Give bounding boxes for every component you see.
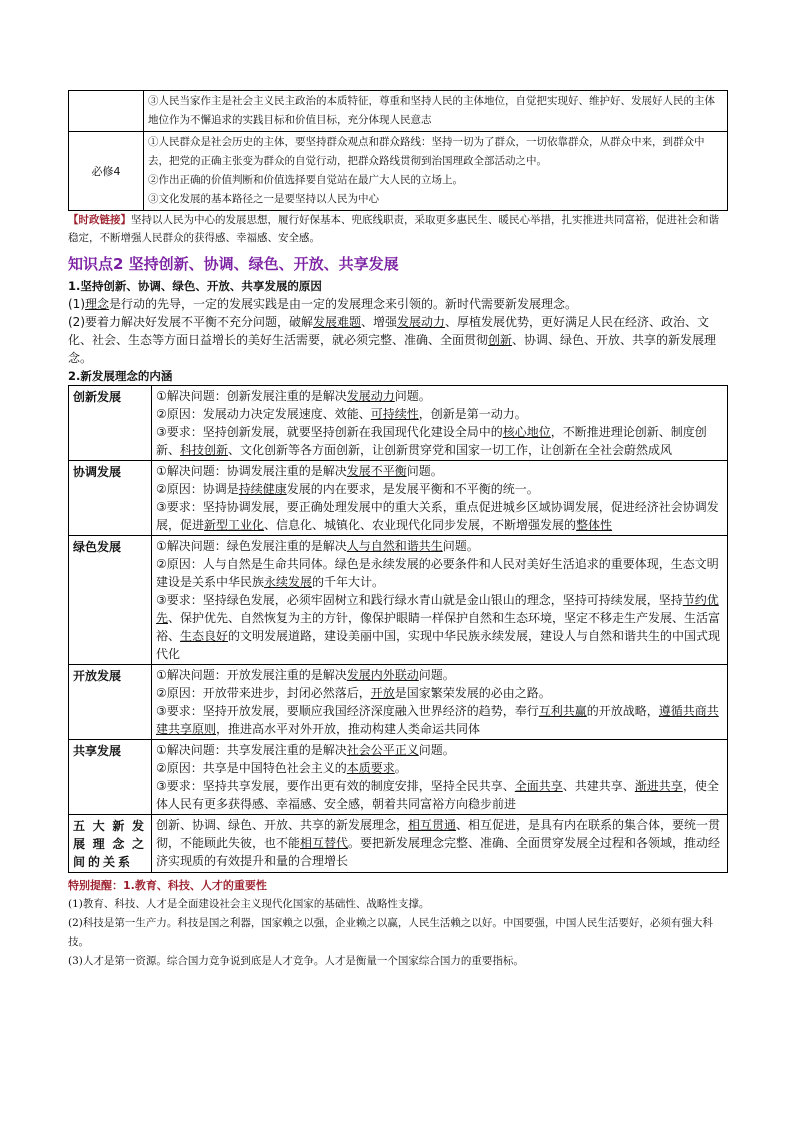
row-text: ③人民当家作主是社会主义民主政治的本质特征，尊重和坚持人民的主体地位，自觉把实现好、维护好、发展好人民的主体地位作为不懈追求的实践目标和价值目标，充分体现人民意志 <box>148 95 715 126</box>
concept-content <box>152 815 728 873</box>
text: 、保护优先、自然恢复为主的方针，像保护眼睛一样保护自然和生态环境，坚定不移走生产发展、生活富裕、 <box>156 611 721 643</box>
text: ①解决问题：共享发展注重的是解决 <box>156 743 347 757</box>
row-line: ②作出正确的价值判断和价值选择要自觉站在最广大人民的立场上。 <box>148 174 463 186</box>
underlined-term: 科技创新 <box>180 443 229 457</box>
text: ①解决问题：协调发展注重的是解决 <box>156 464 347 478</box>
shizheng-tag: 【时政链接】 <box>68 214 131 226</box>
underlined-term: 相互替代 <box>300 836 349 850</box>
text: 、共建共享、 <box>562 779 635 793</box>
underlined-term: 遵循共商共建共享原则 <box>156 704 719 736</box>
underlined-term: 本质要求 <box>346 761 395 775</box>
underlined-term: 社会公平正义 <box>346 743 419 757</box>
text: 问题。 <box>406 464 443 478</box>
text: ①解决问题：创新发展注重的是解决 <box>156 389 347 403</box>
underlined-term: 发展不平衡 <box>346 464 407 478</box>
text: 、相互促进，是具有内在联系的集合体，要统一贯彻，不能顾此失彼，也不能 <box>156 818 721 850</box>
text: 问题。 <box>418 668 455 682</box>
text: 是国家繁荣发展的必由之路。 <box>394 686 551 700</box>
table-row <box>69 386 728 461</box>
text: 发展的内在要求，是发展平衡和不平衡的统一。 <box>286 482 539 496</box>
concept-line <box>156 666 723 684</box>
text: ③要求：坚持创新发展，就要坚持创新在我国现代化建设全局中的 <box>156 425 503 439</box>
tip-paragraph: (1)教育、科技、人才是全面建设社会主义现代化国家的基础性、战略性支撑。 <box>68 898 430 910</box>
text: 的千年大计。 <box>312 575 385 589</box>
row-line: ①人民群众是社会历史的主体，要坚持群众观点和群众路线：坚持一切为了群众，一切依靠群众，从群众中来，到群众中去，把党的正确主张变为群众的自觉行动，把群众路线贯彻到治国理政全部活动之中。 <box>148 136 705 167</box>
concept-line <box>156 555 723 591</box>
underlined-term: 发展内外联动 <box>346 668 419 682</box>
text: 创新、协调、绿色、开放、共享的新发展理念， <box>156 818 409 832</box>
text: ②原因：协调是 <box>156 482 239 496</box>
underlined-term: 发展动力 <box>346 389 395 403</box>
text: 问题。 <box>442 539 479 553</box>
shizheng-link <box>68 211 728 247</box>
text: ①解决问题：开放发展注重的是解决 <box>156 668 347 682</box>
text: ②原因：共享是中国特色社会主义的 <box>156 761 347 775</box>
table-row <box>69 536 728 665</box>
shizheng-text: 坚持以人民为中心的发展思想，履行好保基本、兜底线职责，采取更多惠民生、暖民心举措，扎实推进共同富裕，促进社会和谐稳定，不断增强人民群众的获得感、幸福感、安全感。 <box>68 214 719 244</box>
underlined-term: 互利共赢 <box>538 704 587 718</box>
paragraph <box>68 295 728 313</box>
text: 。要把新发展理念完整、准确、全面贯穿发展全过程和各领域，推动经济实现质的有效提升和量的合理增长 <box>156 836 721 868</box>
text: ，推进高水平对外开放，推动构建人类命运共同体 <box>216 722 481 736</box>
concept-content <box>152 740 728 815</box>
concept-content <box>152 386 728 461</box>
underlined-term: 生态良好 <box>180 629 229 643</box>
concept-line <box>156 462 723 480</box>
text: 问题。 <box>418 743 455 757</box>
concept-label: 开放发展 <box>69 665 152 740</box>
text: (2)要着力解决好发展不平衡不充分问题，破解 <box>68 315 313 329</box>
concept-line <box>156 480 723 498</box>
text: ③要求：坚持绿色发展，必须牢固树立和践行绿水青山就是金山银山的理念，坚持可持续发展，坚持 <box>156 593 683 607</box>
text: 、协调、绿色、开放、共享的新发展理念。 <box>68 333 717 365</box>
underlined-term: 新型工业化 <box>204 518 265 532</box>
page <box>68 90 728 971</box>
concept-content <box>152 461 728 536</box>
text: 问题。 <box>394 389 431 403</box>
text: ②原因：人与自然是生命共同体。绿色是永续发展的必要条件和人民对美好生活追求的重要体现，生态文明建设是关系中华民族 <box>156 557 719 589</box>
text: ②原因：开放带来进步，封闭必然落后， <box>156 686 371 700</box>
concept-line <box>156 759 723 777</box>
concept-label: 协调发展 <box>69 461 152 536</box>
table-row <box>69 132 728 211</box>
text: 。 <box>394 761 407 775</box>
text: ③要求：坚持协调发展，要正确处理发展中的重大关系，重点促进城乡区域协调发展，促进经济社会协调发展，促进 <box>156 500 719 532</box>
underlined-term: 渐进共享 <box>634 779 683 793</box>
concept-content <box>152 536 728 665</box>
concept-label: 创新发展 <box>69 386 152 461</box>
text: 的文明发展道路，建设美丽中国，实现中华民族永续发展，建设人与自然和谐共生的中国式现代化 <box>156 629 721 661</box>
concept-line <box>156 741 723 759</box>
concepts-table <box>68 385 728 873</box>
concept-line <box>156 684 723 702</box>
text: ，使全体人民有更多获得感、幸福感、安全感，朝着共同富裕方向稳步前进 <box>156 779 719 811</box>
special-tip-title: 特别提醒：1.教育、科技、人才的重要性 <box>68 879 267 892</box>
underlined-term: 理念 <box>85 297 110 311</box>
underlined-term: 发展难题 <box>313 315 362 329</box>
concept-label: 五大新发展理念之间的关系 <box>69 815 152 873</box>
table-row <box>69 665 728 740</box>
knowledge-point-title: 知识点2 坚持创新、协调、绿色、开放、共享发展 <box>68 255 399 273</box>
underlined-term: 可持续性 <box>370 407 419 421</box>
text: ③要求：坚持开放发展，要顺应我国经济深度融入世界经济的趋势，奉行 <box>156 704 539 718</box>
concept-line <box>156 405 723 423</box>
underlined-term: 节约优先 <box>156 593 719 625</box>
underlined-term: 创新 <box>488 333 513 347</box>
text: ，创新是第一动力。 <box>418 407 527 421</box>
text: ，不断推进理论创新、制度创新、 <box>156 425 707 457</box>
section-heading: 1.坚持创新、协调、绿色、开放、共享发展的原因 <box>68 279 322 293</box>
text: 的开放战略， <box>586 704 659 718</box>
table-row <box>69 815 728 873</box>
text: 是行动的先导，一定的发展实践是由一定的发展理念来引领的。新时代需要新发展理念。 <box>109 297 578 311</box>
row-label <box>69 91 144 132</box>
underlined-term: 发展动力 <box>397 315 446 329</box>
text: 、增强 <box>361 315 398 329</box>
concept-label: 共享发展 <box>69 740 152 815</box>
text: ②原因：发展动力决定发展速度、效能、 <box>156 407 371 421</box>
concept-line <box>156 591 723 663</box>
top-table <box>68 90 728 211</box>
underlined-term: 整体性 <box>576 518 613 532</box>
tip-paragraph: (2)科技是第一生产力。科技是国之利器，国家赖之以强，企业赖之以赢，人民生活赖之以好。中国要强，中国人民生活要好，必须有强大科技。 <box>68 917 713 948</box>
concept-line <box>156 423 723 459</box>
table-row <box>69 91 728 132</box>
concept-line <box>156 816 723 870</box>
underlined-term: 持续健康 <box>238 482 287 496</box>
section-heading: 2.新发展理念的内涵 <box>68 369 173 383</box>
concept-line <box>156 537 723 555</box>
paragraph <box>68 313 728 367</box>
concept-line <box>156 498 723 534</box>
underlined-term: 核心地位 <box>502 425 551 439</box>
text: ③要求：坚持共享发展，要作出更有效的制度安排，坚持全民共享、 <box>156 779 515 793</box>
row-label: 必修4 <box>69 132 144 211</box>
text: 、信息化、城镇化、农业现代化同步发展，不断增强发展的 <box>264 518 577 532</box>
concept-line <box>156 777 723 813</box>
row-content <box>144 132 728 211</box>
table-row <box>69 461 728 536</box>
text: 、文化创新等各方面创新，让创新贯穿党和国家一切工作，让创新在全社会蔚然成风 <box>228 443 673 457</box>
concept-label: 绿色发展 <box>69 536 152 665</box>
underlined-term: 人与自然和谐共生 <box>346 539 443 553</box>
underlined-term: 相互贯通 <box>408 818 457 832</box>
underlined-term: 开放 <box>370 686 395 700</box>
text: ①解决问题：绿色发展注重的是解决 <box>156 539 347 553</box>
tip-paragraph: (3)人才是第一资源。综合国力竞争说到底是人才竞争。人才是衡量一个国家综合国力的重要指标。 <box>68 955 524 967</box>
text: (1) <box>68 297 85 311</box>
concept-line <box>156 702 723 738</box>
row-line: ③文化发展的基本路径之一是要坚持以人民为中心 <box>148 193 379 205</box>
text: 、厚植发展优势，更好满足人民在经济、政治、文化、社会、生态等方面日益增长的美好生活需要，就必须完整、准确、全面贯彻 <box>68 315 710 347</box>
underlined-term: 全面共享 <box>514 779 563 793</box>
concept-content <box>152 665 728 740</box>
concept-line <box>156 387 723 405</box>
row-content <box>144 91 728 132</box>
underlined-term: 永续发展 <box>264 575 313 589</box>
table-row <box>69 740 728 815</box>
